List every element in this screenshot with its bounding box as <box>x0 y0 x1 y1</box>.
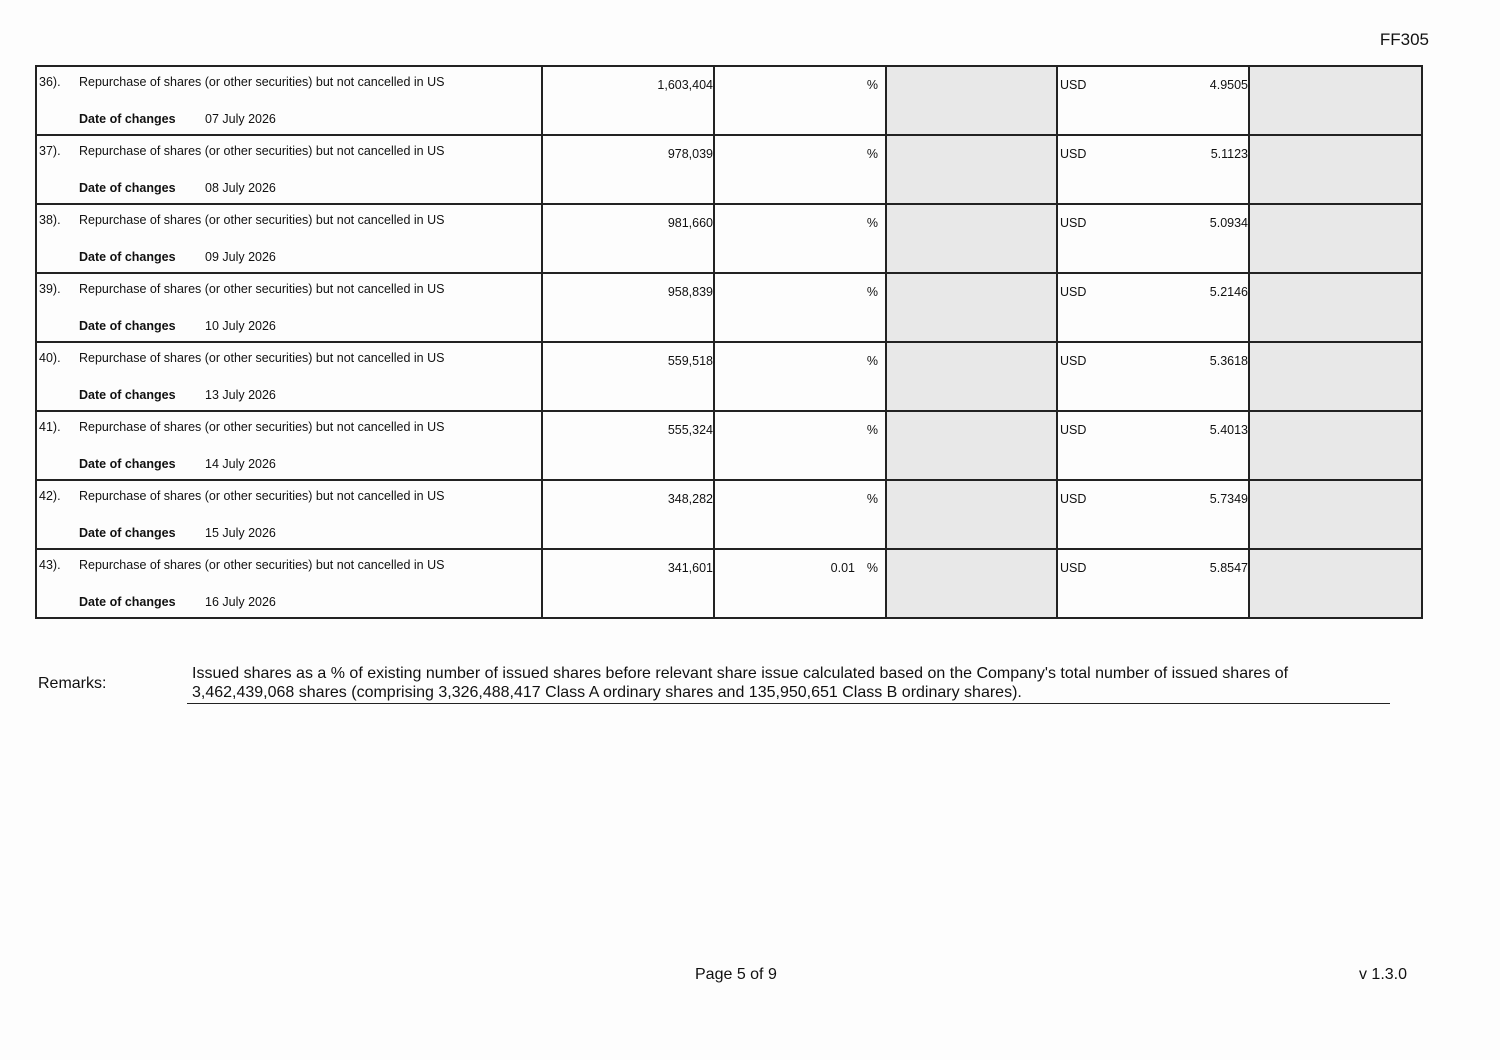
shares-count: 958,839 <box>667 285 713 299</box>
row-number: 39). <box>39 282 61 296</box>
percentage-cell <box>713 205 887 272</box>
event-description: Repurchase of shares (or other securities) but not cancelled in US <box>79 282 445 296</box>
percent-sign: % <box>866 423 878 437</box>
price-per-share: 5.0934 <box>1209 216 1248 230</box>
event-description: Repurchase of shares (or other securities) but not cancelled in US <box>79 420 445 434</box>
shares-cell <box>541 205 715 272</box>
shaded-cell <box>885 136 1058 203</box>
date-label: Date of changes <box>79 181 176 195</box>
percent-sign: % <box>866 285 878 299</box>
shares-cell <box>541 481 715 548</box>
row-number: 36). <box>39 75 61 89</box>
table-row <box>35 272 1423 341</box>
shares-count: 1,603,404 <box>657 78 713 92</box>
shaded-cell <box>1248 412 1421 479</box>
price-cell <box>1056 136 1250 203</box>
shaded-cell <box>885 412 1058 479</box>
date-value: 07 July 2026 <box>205 112 276 126</box>
price-cell <box>1056 274 1250 341</box>
event-cell <box>37 343 541 410</box>
date-label: Date of changes <box>79 319 176 333</box>
row-number: 40). <box>39 351 61 365</box>
shares-cell <box>541 412 715 479</box>
percent-sign: % <box>866 354 878 368</box>
shaded-cell <box>885 481 1058 548</box>
currency: USD <box>1060 354 1087 368</box>
event-cell <box>37 136 541 203</box>
percent-sign: % <box>866 561 878 575</box>
price-per-share: 5.7349 <box>1209 492 1248 506</box>
shares-cell <box>541 274 715 341</box>
date-label: Date of changes <box>79 112 176 126</box>
table-row <box>35 479 1423 548</box>
percentage-cell <box>713 550 887 617</box>
price-cell <box>1056 412 1250 479</box>
shaded-cell <box>1248 136 1421 203</box>
date-value: 16 July 2026 <box>205 595 276 609</box>
date-label: Date of changes <box>79 526 176 540</box>
table-row <box>35 341 1423 410</box>
date-value: 14 July 2026 <box>205 457 276 471</box>
shaded-cell <box>885 205 1058 272</box>
price-cell <box>1056 205 1250 272</box>
row-number: 43). <box>39 558 61 572</box>
currency: USD <box>1060 78 1087 92</box>
table-row <box>35 410 1423 479</box>
currency: USD <box>1060 216 1087 230</box>
percentage-cell <box>713 136 887 203</box>
shaded-cell <box>885 550 1058 617</box>
date-label: Date of changes <box>79 388 176 402</box>
date-value: 10 July 2026 <box>205 319 276 333</box>
event-description: Repurchase of shares (or other securities) but not cancelled in US <box>79 489 445 503</box>
date-label: Date of changes <box>79 595 176 609</box>
event-cell <box>37 481 541 548</box>
shares-cell <box>541 343 715 410</box>
table-row <box>35 134 1423 203</box>
shares-count: 341,601 <box>667 561 713 575</box>
shaded-cell <box>885 343 1058 410</box>
currency: USD <box>1060 561 1087 575</box>
price-per-share: 5.4013 <box>1209 423 1248 437</box>
shaded-cell <box>1248 67 1421 134</box>
price-cell <box>1056 67 1250 134</box>
remarks-label: Remarks: <box>38 675 107 692</box>
currency: USD <box>1060 285 1087 299</box>
table-row <box>35 203 1423 272</box>
date-value: 09 July 2026 <box>205 250 276 264</box>
date-value: 08 July 2026 <box>205 181 276 195</box>
table-row <box>35 548 1423 619</box>
percentage-cell <box>713 67 887 134</box>
form-code: FF305 <box>1379 30 1429 49</box>
date-label: Date of changes <box>79 250 176 264</box>
shares-cell <box>541 67 715 134</box>
shaded-cell <box>885 67 1058 134</box>
currency: USD <box>1060 147 1087 161</box>
percent-sign: % <box>866 492 878 506</box>
date-value: 15 July 2026 <box>205 526 276 540</box>
price-cell <box>1056 550 1250 617</box>
price-per-share: 5.8547 <box>1209 561 1248 575</box>
row-number: 38). <box>39 213 61 227</box>
price-per-share: 5.3618 <box>1209 354 1248 368</box>
event-cell <box>37 274 541 341</box>
row-number: 37). <box>39 144 61 158</box>
event-cell <box>37 550 541 617</box>
event-description: Repurchase of shares (or other securities) but not cancelled in US <box>79 558 445 572</box>
event-description: Repurchase of shares (or other securities) but not cancelled in US <box>79 213 445 227</box>
share-changes-table <box>35 65 1423 619</box>
version-label: v 1.3.0 <box>1358 966 1407 983</box>
page-number: Page 5 of 9 <box>695 966 777 983</box>
shares-cell <box>541 550 715 617</box>
percentage-cell <box>713 481 887 548</box>
event-description: Repurchase of shares (or other securities) but not cancelled in US <box>79 75 445 89</box>
row-number: 41). <box>39 420 61 434</box>
price-cell <box>1056 481 1250 548</box>
price-per-share: 4.9505 <box>1209 78 1248 92</box>
price-per-share: 5.1123 <box>1210 147 1248 161</box>
shares-count: 559,518 <box>667 354 713 368</box>
percentage-value: 0.01 <box>830 561 855 575</box>
shaded-cell <box>1248 481 1421 548</box>
price-per-share: 5.2146 <box>1209 285 1248 299</box>
row-number: 42). <box>39 489 61 503</box>
percent-sign: % <box>866 78 878 92</box>
date-label: Date of changes <box>79 457 176 471</box>
shaded-cell <box>885 274 1058 341</box>
table-row <box>35 65 1423 134</box>
remarks-text: Issued shares as a % of existing number of issued shares before relevant share issue calculated based on the Company's total number of issued shares of 3,462,439,068 shares (comprising 3,326,488,417 Class A ordinary shares and 135,950,651 Class B ordinary shares). <box>187 664 1390 704</box>
percent-sign: % <box>866 216 878 230</box>
event-cell <box>37 205 541 272</box>
shaded-cell <box>1248 550 1421 617</box>
event-cell <box>37 412 541 479</box>
percentage-cell <box>713 343 887 410</box>
percentage-cell <box>713 274 887 341</box>
date-value: 13 July 2026 <box>205 388 276 402</box>
shaded-cell <box>1248 343 1421 410</box>
event-description: Repurchase of shares (or other securities) but not cancelled in US <box>79 144 445 158</box>
percent-sign: % <box>866 147 878 161</box>
shares-cell <box>541 136 715 203</box>
shaded-cell <box>1248 205 1421 272</box>
event-cell <box>37 67 541 134</box>
currency: USD <box>1060 423 1087 437</box>
price-cell <box>1056 343 1250 410</box>
event-description: Repurchase of shares (or other securities) but not cancelled in US <box>79 351 445 365</box>
shaded-cell <box>1248 274 1421 341</box>
shares-count: 978,039 <box>667 147 713 161</box>
percentage-cell <box>713 412 887 479</box>
shares-count: 348,282 <box>667 492 713 506</box>
shares-count: 555,324 <box>667 423 713 437</box>
currency: USD <box>1060 492 1087 506</box>
shares-count: 981,660 <box>667 216 713 230</box>
